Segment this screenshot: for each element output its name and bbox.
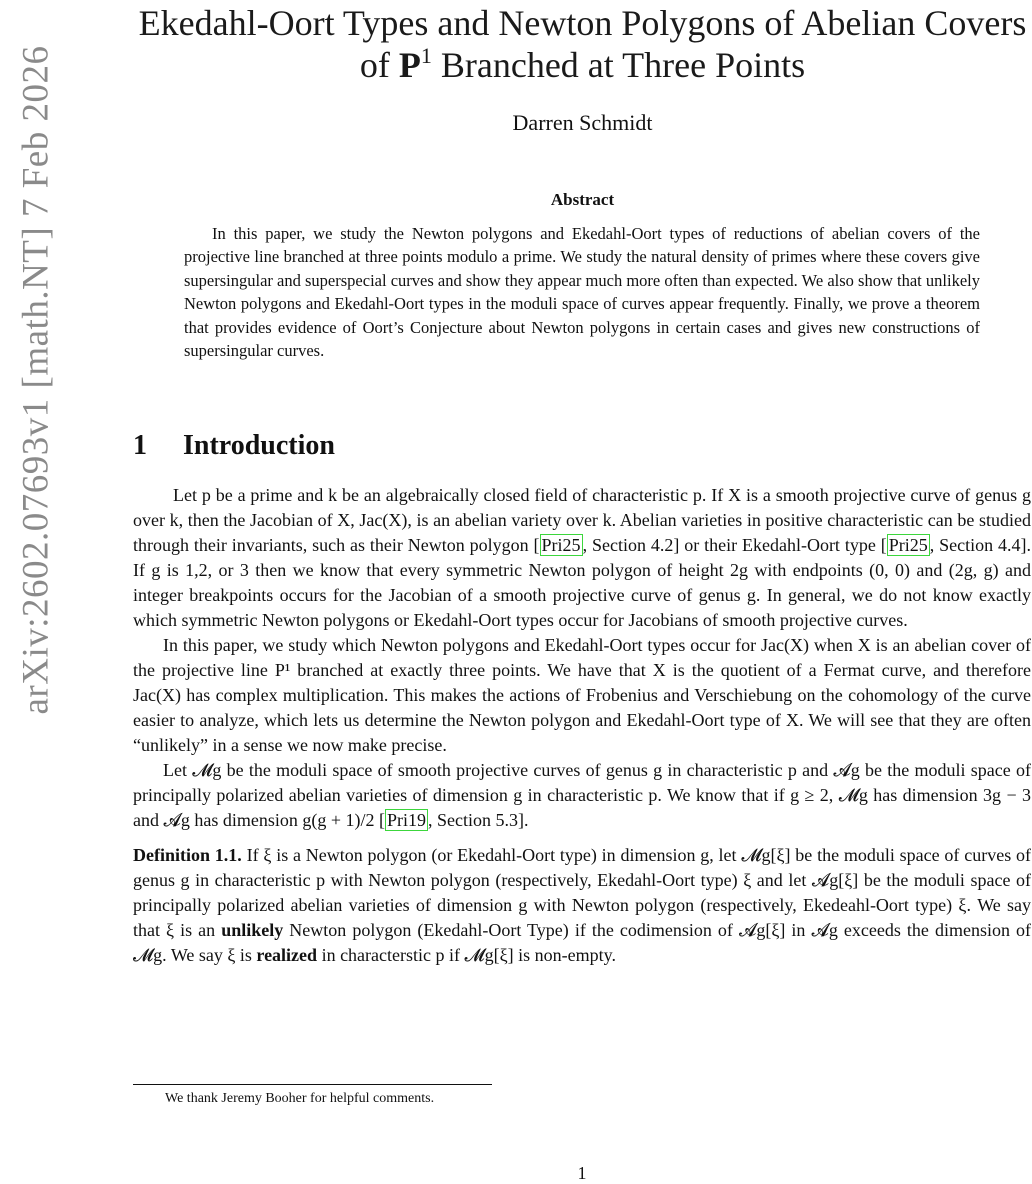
citation-pri25-b[interactable]: Pri25 <box>888 535 928 555</box>
paragraph-1: Let p be a prime and k be an algebraically closed field of characteristic p. If X is a smooth projective curve of genus g over k, then the Jacobian of X, Jac(X), is an abelian variety over k. Abelian varieties in positive characteristic can be studied through their invariants, such as their Newton polygon [ Pri25 , Section 4.2] or their Ekedahl-Oort type [ Pri25 , Section 4.4]. If g is 1,2, or 3 then we know that every symmetric Newton polygon of height 2g with endpoints (0, 0) and (2g, g) and integer breakpoints occurs for the Jacobian of a smooth projective curve of genus g. In general, we do not know exactly which symmetric Newton polygons or Ekedahl-Oort types occur for Jacobians of smooth projective curves. <box>133 485 1031 630</box>
definition-part-b: Newton polygon (Ekedahl-Oort Type) if the codimension of 𝓐g[ξ] in 𝓐g exceeds the dimension of 𝓜g. We say ξ is <box>133 920 1031 965</box>
paragraph-2: In this paper, we study which Newton polygons and Ekedahl-Oort types occur for Jac(X) when X is an abelian cover of the projective line P¹ branched at exactly three points. We have that X is the quotient of a Fermat curve, and therefore Jac(X) has complex multiplication. This makes the actions of Frobenius and Verschiebung on the cohomology of the curve easier to analyze, which lets us determine the Newton polygon and Ekedahl-Oort type of X. We will see that they are often “unlikely” in a sense we now make precise. <box>133 635 1031 755</box>
paragraph-3: Let 𝓜g be the moduli space of smooth projective curves of genus g in characteristic p and 𝓐g be the moduli space of principally polarized abelian varieties of dimension g in characteristic p. We know that if g ≥ 2, 𝓜g has dimension 3g − 3 and 𝓐g has dimension g(g + 1)/2 [ Pri19 , Section 5.3]. <box>133 760 1031 830</box>
author: Darren Schmidt <box>512 110 653 135</box>
footnote: We thank Jeremy Booher for helpful comments. <box>165 1091 435 1106</box>
term-unlikely: unlikely <box>221 920 284 940</box>
definition-1-1 <box>133 843 1031 968</box>
section-number: 1 <box>133 430 147 461</box>
title-line-2-suffix: Branched at Three Points <box>431 45 806 85</box>
citation-pri25-a[interactable]: Pri25 <box>541 535 581 555</box>
definition-part-c: in characterstic p if 𝓜g[ξ] is non-empty. <box>317 945 616 965</box>
citation-pri19[interactable]: Pri19 <box>387 810 427 830</box>
footnote-rule <box>133 1084 492 1085</box>
paragraph-1-part-c: , Section 4.4]. If g is 1,2, or 3 then we know that every symmetric Newton polygon of height 2g with endpoints (0, 0) and (2g, g) and integer breakpoints occurs for the Jacobian of a smooth projective curve of genus g. In general, we do not know exactly which symmetric Newton polygons or Ekedahl-Oort types occur for Jacobians of smooth projective curves. <box>133 535 1031 630</box>
section-title: Introduction <box>183 430 335 461</box>
projective-line-symbol: P <box>398 45 421 85</box>
paragraph-1-part-b: , Section 4.2] or their Ekedahl-Oort type <box>582 535 881 555</box>
arxiv-identifier: arXiv:2602.07693v1 [math.NT] 7 Feb 2026 <box>15 45 57 715</box>
title-line-2-prefix: of <box>359 45 399 85</box>
definition-label: Definition 1.1. <box>133 845 242 865</box>
paragraph-3-part-b: , Section 5.3]. <box>428 810 529 830</box>
title-line-1: Ekedahl-Oort Types and Newton Polygons of Abelian Covers <box>138 3 1027 43</box>
abstract-heading: Abstract <box>550 190 615 209</box>
paper-title <box>133 2 1032 86</box>
paragraph-3-part-a: Let 𝓜g be the moduli space of smooth projective curves of genus g in characteristic p and 𝓐g be the moduli space of principally polarized abelian varieties of dimension g in characteristic p. We know that if g ≥ 2, 𝓜g has dimension 3g − 3 and 𝓐g has dimension g(g + 1)/2 <box>133 760 1031 830</box>
body-text <box>133 483 1031 968</box>
section-heading <box>133 430 335 462</box>
definition-part-a: If ξ is a Newton polygon (or Ekedahl-Oort type) in dimension g, let 𝓜g[ξ] be the moduli space of curves of genus g in characteristic p with Newton polygon (respectively, Ekedahl-Oort type) ξ and let 𝓐g[ξ] be the moduli space of principally polarized abelian varieties of dimension g with Newton polygon (respectively, Ekedeahl-Oort type) ξ. We say that ξ is an <box>133 845 1031 940</box>
title-line-2 <box>133 44 1032 86</box>
paragraph-1-part-a: Let p be a prime and k be an algebraically closed field of characteristic p. If X is a smooth projective curve of genus g over k, then the Jacobian of X, Jac(X), is an abelian variety over k. Abelian varieties in positive characteristic can be studied through their invariants, such as their Newton polygon <box>133 485 1031 555</box>
term-realized: realized <box>256 945 318 965</box>
abstract-text: In this paper, we study the Newton polygons and Ekedahl-Oort types of reductions of abelian covers of the projective line branched at three points modulo a prime. We study the natural density of primes where these covers give supersingular and superspecial curves and show they appear much more often than expected. We also show that unlikely Newton polygons and Ekedahl-Oort types in the moduli space of curves appear frequently. Finally, we prove a theorem that provides evidence of Oort’s Conjecture about Newton polygons in certain cases and gives new constructions of supersingular curves. <box>184 224 980 361</box>
page-number: 1 <box>577 1163 587 1183</box>
projective-line-superscript: 1 <box>420 43 432 68</box>
